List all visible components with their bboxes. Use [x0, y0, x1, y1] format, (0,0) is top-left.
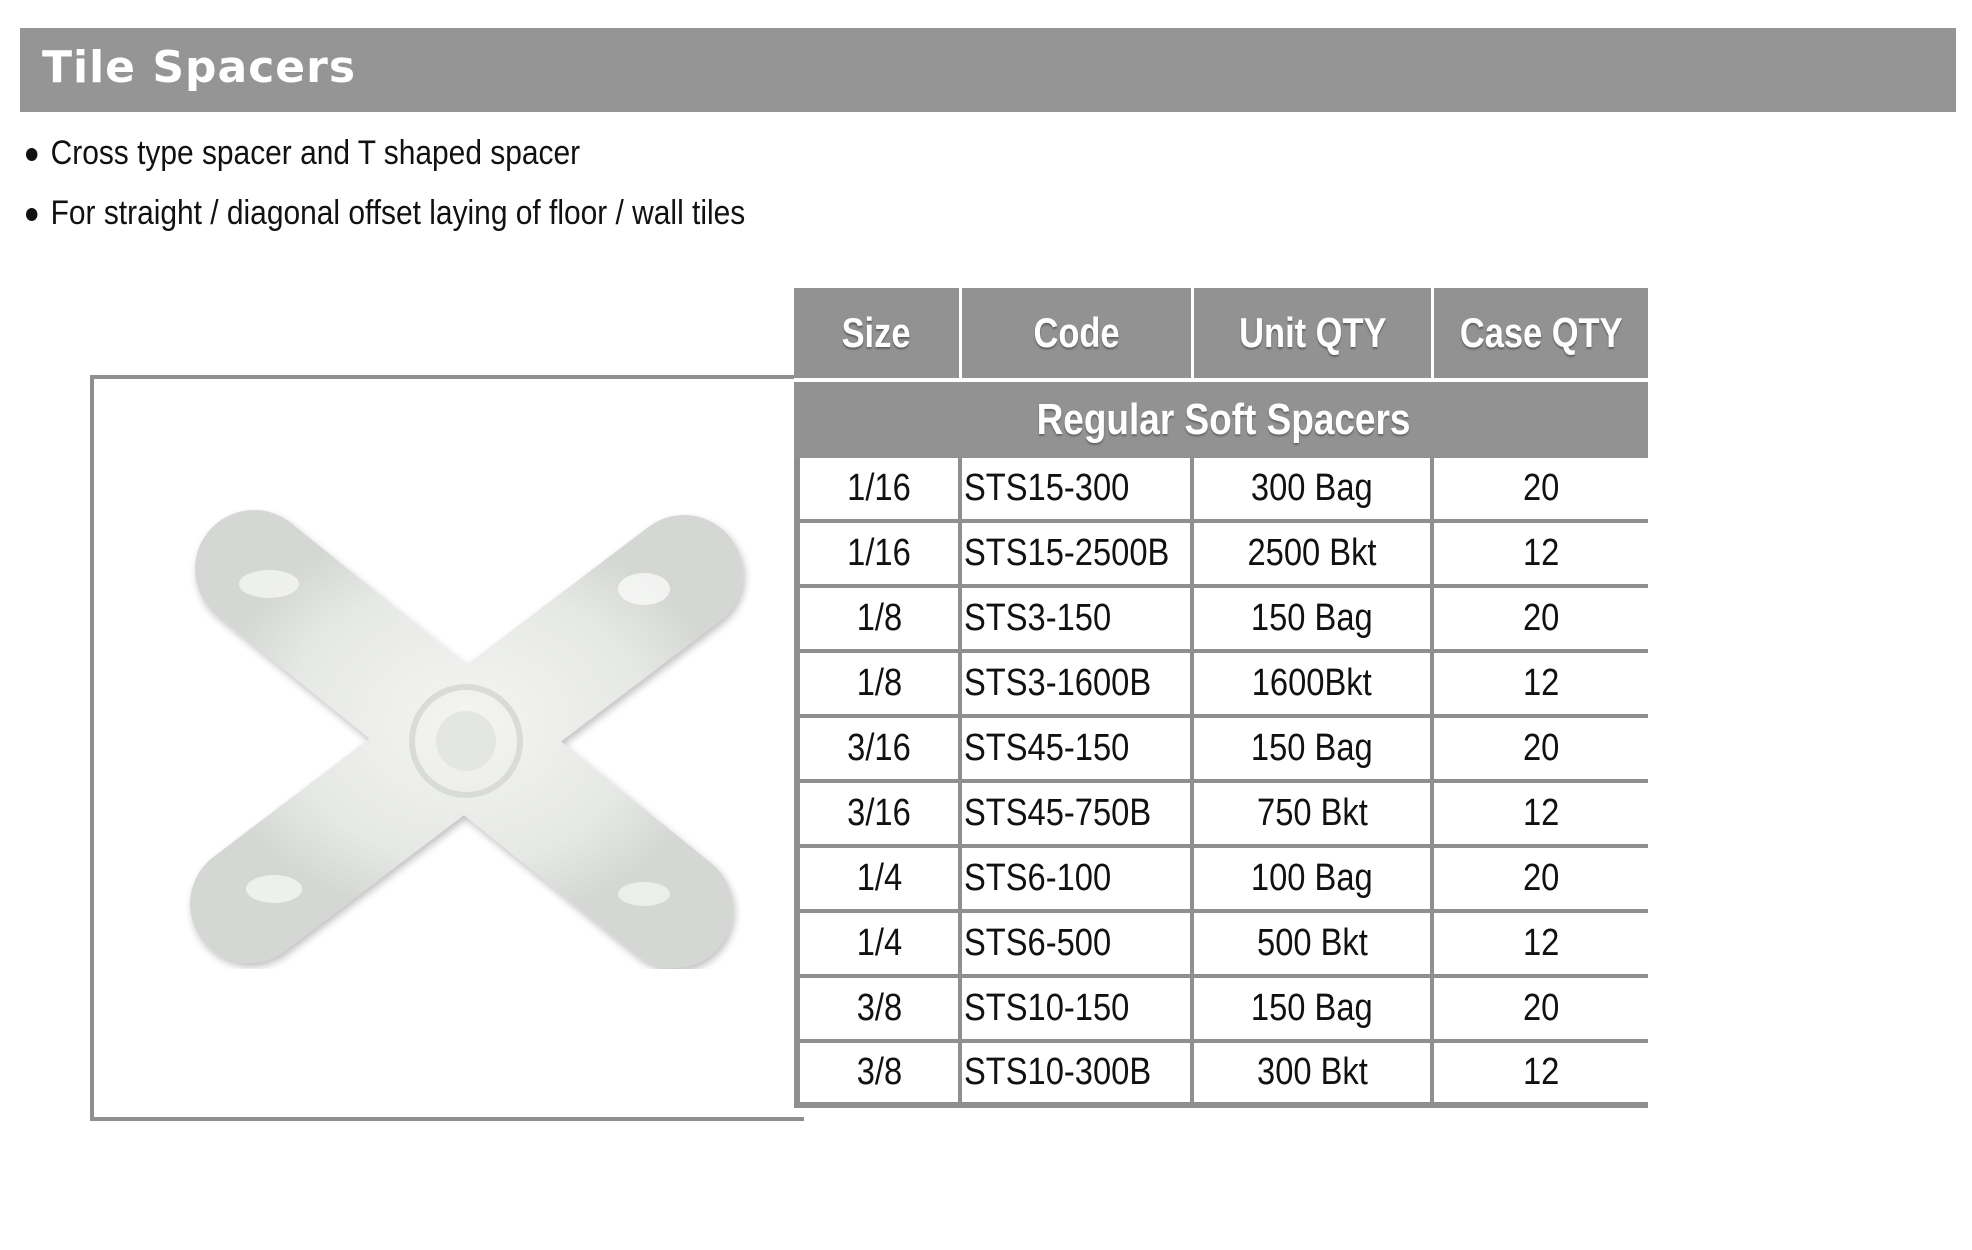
- cell-unit-qty: 300 Bag: [1194, 458, 1434, 519]
- page-title: Tile Spacers: [42, 42, 357, 93]
- cell-case-qty: 12: [1522, 1051, 1560, 1093]
- table-row: [794, 913, 1648, 978]
- column-header-size: Size: [794, 288, 962, 378]
- cell-case-qty: 20: [1522, 857, 1560, 899]
- cell-case-qty: 20: [1522, 597, 1560, 639]
- cell-code: STS15-300: [962, 458, 1194, 519]
- section-title: Regular Soft Spacers: [794, 382, 1648, 458]
- cell-size: 3/8: [800, 978, 962, 1039]
- feature-item: [26, 188, 745, 248]
- spacer-table: [794, 288, 1648, 1108]
- table-row: [794, 848, 1648, 913]
- feature-list: [26, 128, 843, 248]
- cell-code: STS10-300B: [962, 1043, 1194, 1102]
- cell-case-qty: 20: [1522, 987, 1560, 1029]
- cross-spacer-image: [174, 509, 754, 969]
- cell-case-qty: 12: [1522, 662, 1560, 704]
- cell-unit-qty: 2500 Bkt: [1194, 523, 1434, 584]
- cell-case-qty: 12: [1522, 792, 1560, 834]
- cell-code: STS6-100: [962, 848, 1194, 909]
- cell-unit-qty: 100 Bag: [1194, 848, 1434, 909]
- cell-case-qty: 20: [1522, 727, 1560, 769]
- feature-text: For straight / diagonal offset laying of floor / wall tiles: [50, 194, 746, 232]
- cell-case-qty: 12: [1522, 922, 1560, 964]
- bullet-icon: [26, 208, 37, 221]
- cell-size: 1/4: [800, 913, 962, 974]
- feature-text: Cross type spacer and T shaped spacer: [50, 134, 581, 172]
- cell-size: 1/8: [800, 588, 962, 649]
- cell-size: 1/16: [800, 458, 962, 519]
- table-row: [794, 783, 1648, 848]
- table-row: [794, 1043, 1648, 1108]
- table-row: [794, 588, 1648, 653]
- table-header: [794, 288, 1648, 382]
- cell-code: STS6-500: [962, 913, 1194, 974]
- cell-unit-qty: 500 Bkt: [1194, 913, 1434, 974]
- cell-case-qty: 12: [1522, 532, 1560, 574]
- feature-item: [26, 128, 745, 188]
- table-row: [794, 458, 1648, 523]
- bullet-icon: [26, 148, 37, 161]
- table-row: [794, 653, 1648, 718]
- cell-unit-qty: 300 Bkt: [1194, 1043, 1434, 1102]
- cell-code: STS10-150: [962, 978, 1194, 1039]
- table-row: [794, 978, 1648, 1043]
- cell-code: STS3-150: [962, 588, 1194, 649]
- cell-size: 3/16: [800, 718, 962, 779]
- column-header-case-qty: Case QTY: [1459, 309, 1623, 356]
- cell-unit-qty: 150 Bag: [1194, 718, 1434, 779]
- column-header-unit-qty: Unit QTY: [1194, 288, 1434, 378]
- table-row: [794, 523, 1648, 588]
- header-bar: [20, 28, 1956, 112]
- cell-case-qty: 20: [1522, 467, 1560, 509]
- cell-code: STS15-2500B: [962, 523, 1194, 584]
- column-header-code: Code: [962, 288, 1194, 378]
- cell-size: 1/8: [800, 653, 962, 714]
- cell-code: STS45-150: [962, 718, 1194, 779]
- cell-size: 1/4: [800, 848, 962, 909]
- table-row: [794, 718, 1648, 783]
- cell-unit-qty: 150 Bag: [1194, 978, 1434, 1039]
- product-image-frame: [90, 375, 804, 1121]
- cell-size: 3/8: [800, 1043, 962, 1102]
- cell-code: STS45-750B: [962, 783, 1194, 844]
- cell-unit-qty: 1600Bkt: [1194, 653, 1434, 714]
- cell-size: 1/16: [800, 523, 962, 584]
- cell-code: STS3-1600B: [962, 653, 1194, 714]
- cell-unit-qty: 750 Bkt: [1194, 783, 1434, 844]
- cell-unit-qty: 150 Bag: [1194, 588, 1434, 649]
- cell-size: 3/16: [800, 783, 962, 844]
